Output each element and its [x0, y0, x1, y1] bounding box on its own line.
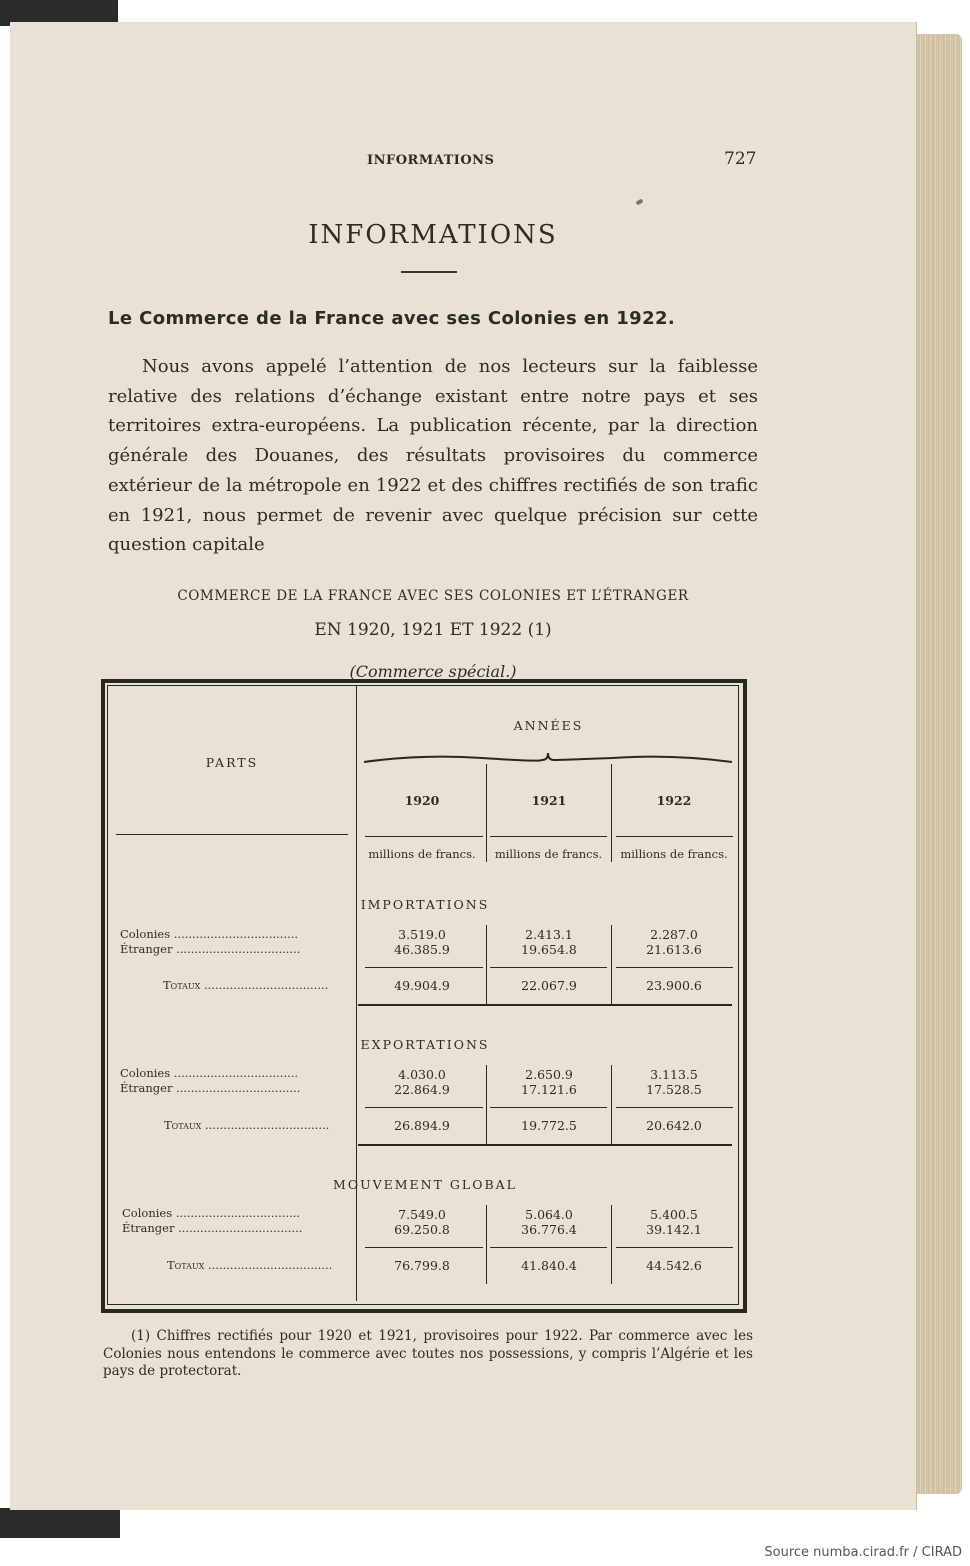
col-divider: [611, 925, 612, 1004]
subtotal-rule: [490, 1107, 607, 1108]
label-text: Étranger: [120, 1081, 173, 1095]
cell: 7.549.0: [398, 1207, 446, 1222]
subtotal-rule: [490, 967, 607, 968]
row-label-totaux: Totaux ..................................: [167, 1258, 333, 1272]
cell: 2.413.1: [525, 927, 573, 942]
label-text: Colonies: [120, 1066, 171, 1080]
total-cell: 49.904.9: [394, 978, 450, 993]
subtotal-rule: [365, 1247, 483, 1248]
year-rule-1922: [616, 836, 733, 837]
title-rule: [401, 271, 457, 273]
scan-background-bottom: [0, 1508, 120, 1538]
total-cell: 19.772.5: [521, 1118, 577, 1133]
row-label-colonies: Colonies ..................................: [120, 927, 299, 941]
book-page-edges: [912, 34, 962, 1494]
section-bottom-rule: [358, 1144, 732, 1146]
row-label-colonies: Colonies ..................................: [120, 1066, 299, 1080]
row-label-etranger: Étranger ..................................: [120, 942, 301, 956]
section-title-importations: IMPORTATIONS: [360, 897, 490, 912]
parts-rule: [116, 834, 348, 835]
subtotal-rule: [490, 1247, 607, 1248]
label-text: Totaux: [164, 1118, 202, 1132]
row-label-totaux: Totaux ..................................: [163, 978, 329, 992]
section-title-exportations: EXPORTATIONS: [360, 1037, 490, 1052]
article-paragraph: [108, 352, 758, 560]
label-text: Étranger: [122, 1221, 175, 1235]
cell: 17.528.5: [646, 1082, 702, 1097]
total-cell: 26.894.9: [394, 1118, 450, 1133]
year-1921: 1921: [531, 793, 567, 808]
cell: 3.519.0: [398, 927, 446, 942]
col-divider: [486, 1205, 487, 1284]
subtotal-rule: [616, 1107, 733, 1108]
subtotal-rule: [616, 1247, 733, 1248]
label-text: Étranger: [120, 942, 173, 956]
cell: 2.287.0: [650, 927, 698, 942]
cell: 17.121.6: [521, 1082, 577, 1097]
cell: 2.650.9: [525, 1067, 573, 1082]
col-divider-parts: [356, 686, 357, 1301]
cell: 46.385.9: [394, 942, 450, 957]
label-text: Colonies: [122, 1206, 173, 1220]
parts-header: PARTS: [205, 755, 259, 770]
row-label-etranger: Étranger ..................................: [122, 1221, 303, 1235]
total-cell: 23.900.6: [646, 978, 702, 993]
label-text: Totaux: [163, 978, 201, 992]
label-text: Colonies: [120, 927, 171, 941]
row-label-colonies: Colonies ..................................: [122, 1206, 301, 1220]
article-title: Le Commerce de la France avec ses Colonies en 1922.: [108, 308, 676, 329]
year-1920: 1920: [404, 793, 440, 808]
total-cell: 41.840.4: [521, 1258, 577, 1273]
col-divider: [486, 925, 487, 1004]
running-head: INFORMATIONS: [367, 153, 495, 168]
table-caption-title: COMMERCE DE LA FRANCE AVEC SES COLONIES ET L’ÉTRANGER: [177, 588, 689, 604]
cell: 3.113.5: [650, 1067, 698, 1082]
source-credit: Source numba.cirad.fr / CIRAD: [764, 1545, 962, 1560]
table-caption-note: (Commerce spécial.): [349, 662, 517, 681]
subtotal-rule: [365, 967, 483, 968]
total-cell: 44.542.6: [646, 1258, 702, 1273]
paragraph-text: Nous avons appelé l’attention de nos lecteurs sur la faiblesse relative des relations d’échange existant entre notre pays et ses territoires extra-européens. La publication récente, par la direction générale des Douanes, des résultats provisoires du commerce extérieur de la métropole en 1922 et des chiffres rectifiés de son trafic en 1921, nous permet de revenir avec quelque précision sur cette question capitale: [108, 356, 758, 556]
years-header: ANNÉES: [513, 718, 584, 733]
subtotal-rule: [616, 967, 733, 968]
section-bottom-rule: [358, 1004, 732, 1006]
cell: 22.864.9: [394, 1082, 450, 1097]
cell: 36.776.4: [521, 1222, 577, 1237]
unit-1920: millions de francs.: [368, 847, 476, 861]
cell: 39.142.1: [646, 1222, 702, 1237]
pencil-mark: [635, 199, 643, 206]
total-cell: 76.799.8: [394, 1258, 450, 1273]
year-rule-1921: [490, 836, 607, 837]
col-divider: [486, 1065, 487, 1144]
row-label-etranger: Étranger ..................................: [120, 1081, 301, 1095]
year-rule-1920: [365, 836, 483, 837]
cell: 5.400.5: [650, 1207, 698, 1222]
total-cell: 20.642.0: [646, 1118, 702, 1133]
col-divider: [611, 1205, 612, 1284]
unit-1922: millions de francs.: [620, 847, 728, 861]
page-number: 727: [724, 149, 757, 169]
year-1922: 1922: [656, 793, 692, 808]
table-caption-years: EN 1920, 1921 ET 1922 (1): [314, 620, 552, 640]
main-title: INFORMATIONS: [308, 220, 558, 250]
cell: 4.030.0: [398, 1067, 446, 1082]
unit-1921: millions de francs.: [494, 847, 603, 861]
subtotal-rule: [365, 1107, 483, 1108]
cell: 5.064.0: [525, 1207, 573, 1222]
col-divider: [611, 1065, 612, 1144]
footnote-text: (1) Chiffres rectifiés pour 1920 et 1921, provisoires pour 1922. Par commerce avec les Colonies nous entendons le commerce avec toutes nos possessions, y compris l’Algérie et les pays de protectorat.: [103, 1328, 753, 1379]
label-text: Totaux: [167, 1258, 205, 1272]
cell: 21.613.6: [646, 942, 702, 957]
row-label-totaux: Totaux ..................................: [164, 1118, 330, 1132]
cell: 19.654.8: [521, 942, 577, 957]
annees-brace: [362, 752, 734, 768]
footnote: [103, 1328, 753, 1381]
cell: 69.250.8: [394, 1222, 450, 1237]
section-title-mouvement-global: MOUVEMENT GLOBAL: [333, 1177, 517, 1192]
total-cell: 22.067.9: [521, 978, 577, 993]
